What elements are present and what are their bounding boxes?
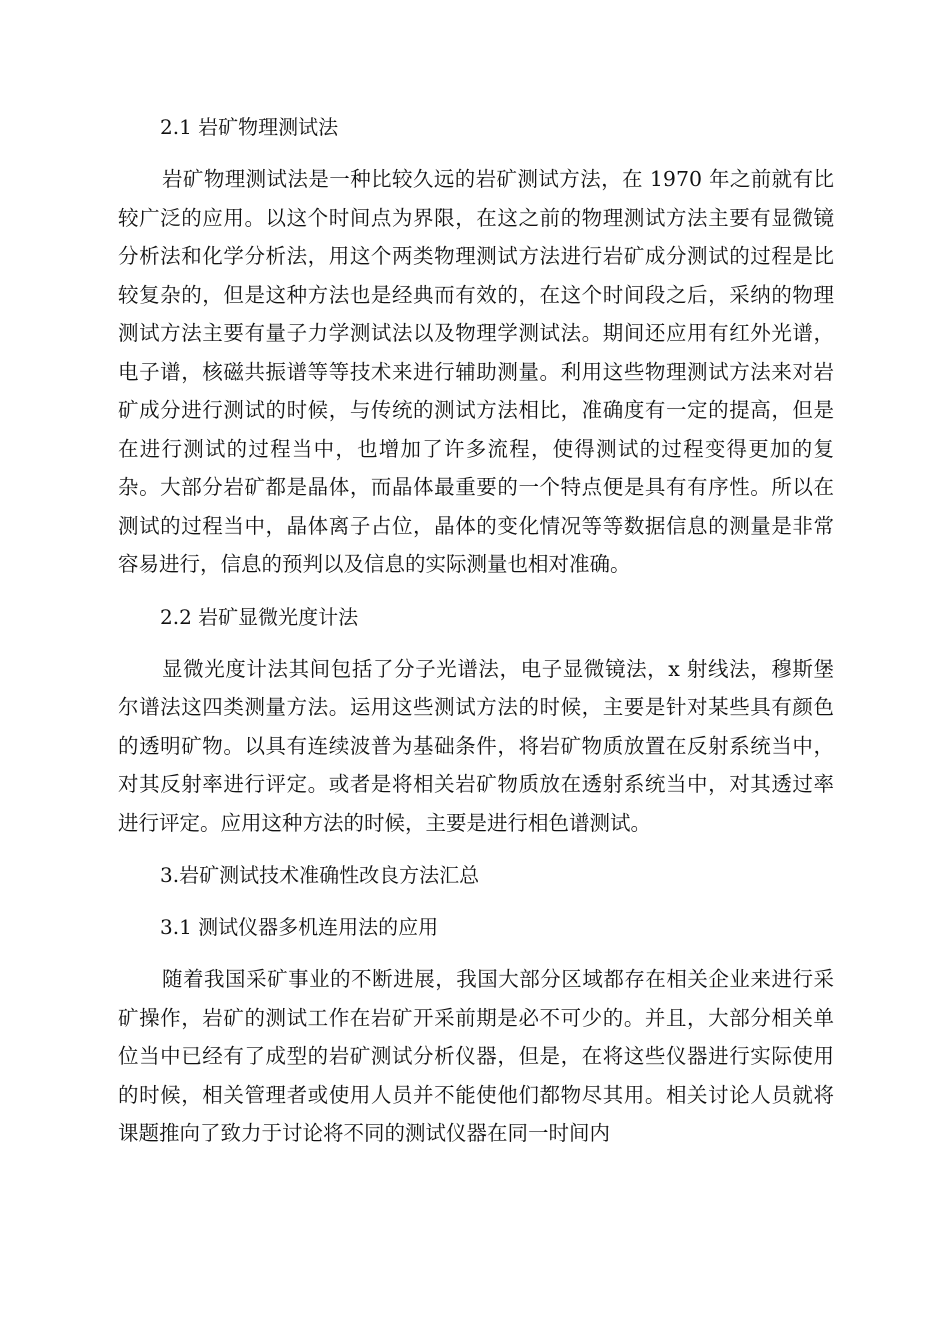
section-heading-3: 3.岩矿测试技术准确性改良方法汇总 bbox=[160, 863, 480, 887]
section-heading-2-1: 2.1 岩矿物理测试法 bbox=[160, 115, 339, 139]
document-body bbox=[118, 108, 834, 1167]
section-paragraph-3-1: 随着我国采矿事业的不断进展，我国大部分区域都存在相关企业来进行采矿操作，岩矿的测试工作在岩矿开采前期是必不可少的。并且，大部分相关单位当中已经有了成型的岩矿测试分析仪器，但是，在将这些仪器进行实际使用的时候，相关管理者或使用人员并不能使他们都物尽其用。相关讨论人员就将课题推向了致力于讨论将不同的测试仪器在同一时间内 bbox=[118, 967, 834, 1145]
section-paragraph-2-1: 岩矿物理测试法是一种比较久远的岩矿测试方法，在 1970 年之前就有比较广泛的应用。以这个时间点为界限，在这之前的物理测试方法主要有显微镜分析法和化学分析法，用这个两类物理测试方法进行岩矿成分测试的过程是比较复杂的，但是这种方法也是经典而有效的，在这个时间段之后，采纳的物理测试方法主要有量子力学测试法以及物理学测试法。期间还应用有红外光谱，电子谱，核磁共振谱等等技术来进行辅助测量。利用这些物理测试方法来对岩矿成分进行测试的时候，与传统的测试方法相比，准确度有一定的提高，但是在进行测试的过程当中，也增加了许多流程，使得测试的过程变得更加的复杂。大部分岩矿都是晶体，而晶体最重要的一个特点便是具有有序性。所以在测试的过程当中，晶体离子占位，晶体的变化情况等等数据信息的测量是非常容易进行，信息的预判以及信息的实际测量也相对准确。 bbox=[118, 167, 834, 576]
section-paragraph-2-2: 显微光度计法其间包括了分子光谱法，电子显微镜法，x 射线法，穆斯堡尔谱法这四类测量方法。运用这些测试方法的时候，主要是针对某些具有颜色的透明矿物。以具有连续波普为基础条件，将岩矿物质放置在反射系统当中，对其反射率进行评定。或者是将相关岩矿物质放在透射系统当中，对其透过率进行评定。应用这种方法的时候，主要是进行相色谱测试。 bbox=[118, 656, 834, 835]
section-heading-3-1: 3.1 测试仪器多机连用法的应用 bbox=[160, 915, 439, 939]
section-heading-2-2: 2.2 岩矿显微光度计法 bbox=[160, 604, 359, 629]
